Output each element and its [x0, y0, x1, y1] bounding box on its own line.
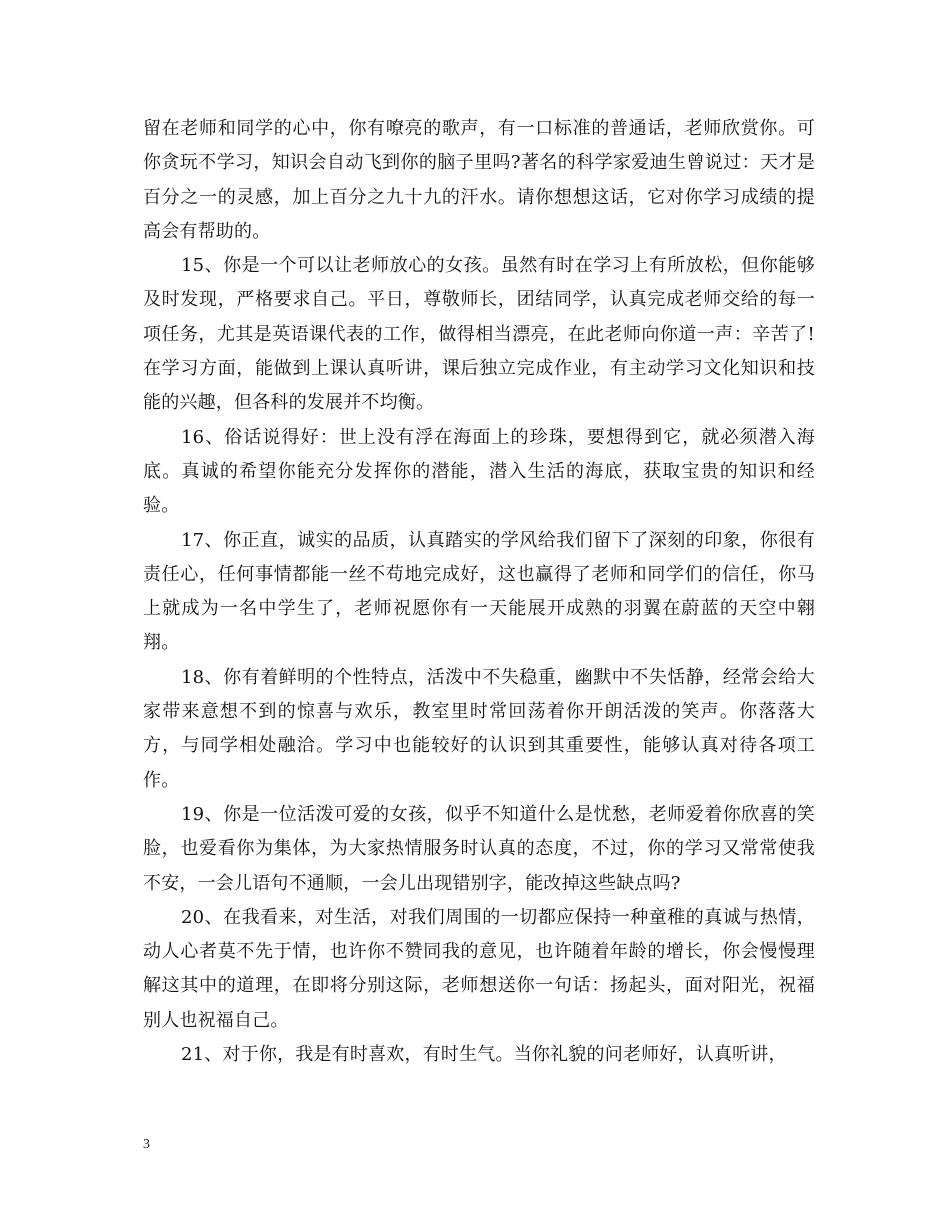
page-number: 3	[143, 1137, 150, 1152]
paragraph-17: 17、你正直，诚实的品质，认真踏实的学风给我们留下了深刻的印象，你很有责任心，任何事情都能一丝不苟地完成好，这也赢得了老师和同学们的信任，你马上就成为一名中学生了，老师祝愿你有一天能展开成熟的羽翼在蔚蓝的天空中翱翔。	[143, 529, 815, 654]
paragraph-21: 21、对于你，我是有时喜欢，有时生气。当你礼貌的问老师好，认真听讲，	[181, 1044, 787, 1066]
paragraph-continued: 留在老师和同学的心中，你有嘹亮的歌声，有一口标准的普通话，老师欣赏你。可你贪玩不学习，知识会自动飞到你的脑子里吗?著名的科学家爱迪生曾说过：天才是百分之一的灵感，加上百分之九十九的汗水。请你想想这话，它对你学习成绩的提高会有帮助的。	[143, 118, 815, 242]
document-body	[143, 112, 815, 1072]
paragraph-19: 19、你是一位活泼可爱的女孩，似乎不知道什么是忧愁，老师爱着你欣喜的笑脸，也爱看你为集体，为大家热情服务时认真的态度，不过，你的学习又常常使我不安，一会儿语句不通顺，一会儿出现错别字，能改掉这些缺点吗?	[143, 803, 815, 894]
paragraph-20: 20、在我看来，对生活，对我们周围的一切都应保持一种童稚的真诚与热情，动人心者莫不先于情，也许你不赞同我的意见，也许随着年龄的增长，你会慢慢理解这其中的道理，在即将分别这际，老师想送你一句话：扬起头，面对阳光，祝福别人也祝福自己。	[143, 906, 815, 1031]
paragraph-18: 18、你有着鲜明的个性特点，活泼中不失稳重，幽默中不失恬静，经常会给大家带来意想不到的惊喜与欢乐，教室里时常回荡着你开朗活泼的笑声。你落落大方，与同学相处融洽。学习中也能较好的认识到其重要性，能够认真对待各项工作。	[143, 666, 815, 791]
paragraph-15: 15、你是一个可以让老师放心的女孩。虽然有时在学习上有所放松，但你能够及时发现，严格要求自己。平日，尊敬师长，团结同学，认真完成老师交给的每一项任务，尤其是英语课代表的工作，做得相当漂亮，在此老师向你道一声：辛苦了!在学习方面，能做到上课认真听讲，课后独立完成作业，有主动学习文化知识和技能的兴趣，但各科的发展并不均衡。	[143, 255, 815, 414]
paragraph-16: 16、俗话说得好：世上没有浮在海面上的珍珠，要想得到它，就必须潜入海底。真诚的希望你能充分发挥你的潜能，潜入生活的海底，获取宝贵的知识和经验。	[143, 426, 815, 517]
